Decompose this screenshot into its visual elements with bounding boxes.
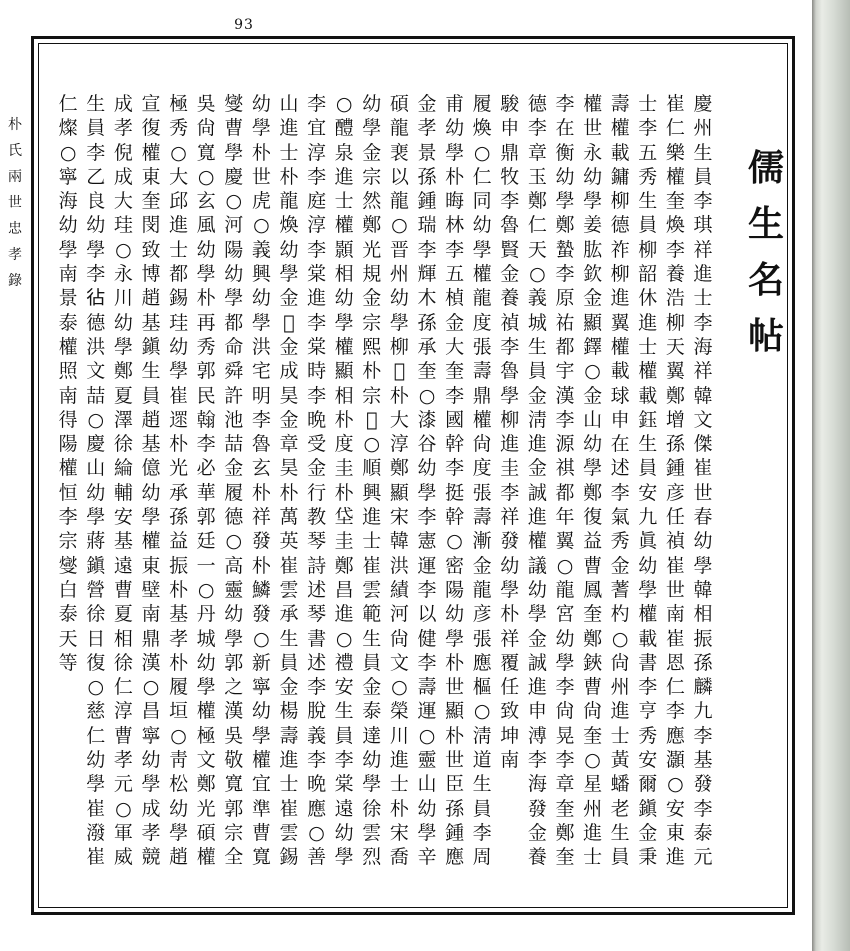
page-edge (812, 0, 850, 951)
page-number: 93 (234, 17, 254, 33)
text-column: 生 員 李 乙 良 幼 學 李 𢓕 德 洪 文 喆 ○ 慶 山 幼 學 蔣 鎭 營 徐 日 復 ○ 慈 仁 幼 學 崔 潑 崔 (86, 93, 106, 869)
text-column: ○ 醴 泉 進 士 權 顥 相 幼 學 權 顯 相 朴 度 圭 朴 垈 圭 鄭 昌 進 ○ 禮 安 生 員 李 棠 遠 幼 學 (334, 93, 354, 869)
text-column: 幼 學 金 宗 然 鄭 光 規 金 宗 熙 朴 宗 𡊠 ○ 順 興 進 士 崔 雲 範 生 員 金 泰 達 幼 學 徐 雲 烈 (362, 93, 382, 869)
text-column: 幼 學 朴 世 虎 ○ 義 興 幼 學 洪 宅 明 李 魯 玄 朴 祥 發 朴 鱗 發 ○ 新 寧 幼 學 權 宜 準 曹 寬 (251, 93, 271, 869)
text-column: 宣 復 權 東 奎 閔 致 博 趙 基 鎭 生 員 趙 基 億 幼 學 權 東 壁 南 鼎 漢 ○ 昌 寧 幼 學 成 孝 競 (141, 93, 161, 869)
text-column: 履 煥 ○ 仁 同 幼 學 權 龍 度 張 壽 鼎 權 尙 度 張 壽 漸 金 龍 彦 張 應 樞 ○ 淸 道 生 員 李 周 (472, 93, 492, 869)
text-column: 權 世 永 幼 學 姜 肱 欽 金 顯 鐸 ○ 金 山 幼 學 鄭 復 益 曹 鳳 奎 鄭 鋏 曹 尙 奎 ○ 星 州 進 士 (583, 93, 603, 869)
text-column: 崔 仁 樂 權 奎 煥 李 養 浩 柳 天 翼 鄭 增 孫 鍾 彦 任 禎 崔 世 南 崔 恩 仁 李 應 灝 ○ 安 東 進 (665, 93, 685, 869)
section-title: 儒 生 名 帖 (747, 147, 784, 357)
running-title: 朴 氏 兩 世 忠 孝 錄 (8, 117, 22, 289)
text-column: 吳 尙 寬 ○ 玄 風 幼 學 朴 再 秀 郭 民 翰 李 必 華 郭 廷 一 ○ 丹 城 幼 學 權 極 文 鄭 光 碩 權 (196, 93, 216, 869)
text-column: 金 孝 景 孫 鍾 瑞 李 輝 木 孫 承 奎 ○ 漆 谷 幼 學 李 憲 運 李 以 健 李 壽 運 ○ 靈 山 幼 學 辛 (417, 93, 437, 869)
text-column: 仁 燦 ○ 寧 海 幼 學 南 景 泰 權 照 南 得 陽 權 恒 李 宗 燮 白 泰 天 等 (58, 93, 78, 674)
text-column: 山 進 士 朴 龍 煥 幼 學 金 𡊠 金 成 昊 金 章 昊 朴 萬 英 崔 雲 承 生 員 金 楊 壽 進 士 崔 雲 錫 (279, 93, 299, 869)
text-column: 士 李 五 秀 生 員 柳 韶 休 進 士 權 載 鈺 生 員 安 九 眞 幼 學 權 載 書 李 亨 秀 安 爾 鎭 金 秉 (638, 93, 658, 869)
text-column: 德 李 章 玉 鄭 仁 天 ○ 義 城 生 員 金 淸 進 金 誠 進 權 議 幼 學 金 誠 進 申 溥 李 海 發 金 養 (527, 93, 547, 869)
text-column: 李 宜 淳 李 庭 淳 李 棠 進 李 棠 時 李 晩 受 金 行 教 琴 詩 述 琴 書 述 李 脫 義 李 晩 應 ○ 善 (307, 93, 327, 869)
text-column: 極 秀 ○ 大 邱 進 士 都 錫 珪 幼 學 崔 遝 朴 光 承 孫 益 振 朴 基 孝 朴 履 垣 ○ 靑 松 幼 學 趙 (169, 93, 189, 869)
text-column: 李 在 衡 幼 學 鄭 蟄 李 原 祐 都 宇 漢 李 源 祺 都 年 翼 ○ 龍 宮 幼 學 李 尙 晃 李 章 奎 鄭 奎 (555, 93, 575, 869)
text-column: 成 孝 倪 成 大 珪 ○ 永 川 幼 學 鄭 夏 澤 徐 綸 輔 安 基 遠 曹 夏 相 徐 仁 淳 曹 孝 元 ○ 軍 威 (113, 93, 133, 869)
text-column: 碩 龍 裵 以 龍 ○ 晋 州 幼 學 柳 𡊠 朴 大 淳 鄭 顯 宋 韓 洪 績 河 尙 文 ○ 榮 川 進 士 朴 宋 喬 (389, 93, 409, 869)
text-column: 甫 幼 學 朴 晦 林 李 五 楨 金 大 奎 李 國 幹 李 挺 幹 ○ 密 陽 幼 學 朴 世 顯 朴 世 臣 孫 鍾 應 (445, 93, 465, 869)
text-column: 壽 權 載 鏞 柳 德 祚 柳 進 翼 權 載 球 申 在 述 李 氣 秀 金 蓍 杓 ○ 尙 州 進 士 黃 蟠 老 生 員 (610, 93, 630, 869)
text-column: 燮 曹 學 慶 ○ 河 陽 幼 學 都 命 舜 許 池 喆 金 履 德 ○ 高 靈 幼 學 郭 之 漢 吳 敬 寬 郭 宗 全 (224, 93, 244, 869)
text-column: 駿 申 鼎 牧 李 魯 賢 金 養 禎 李 魯 學 柳 進 圭 李 祥 發 幼 學 朴 祥 覆 任 致 坤 南 (500, 93, 520, 772)
text-column: 慶 州 生 員 李 琪 祥 進 士 李 海 祥 韓 文 傑 崔 世 春 幼 學 韓 相 振 孫 麟 九 李 基 發 李 泰 元 (693, 93, 713, 869)
